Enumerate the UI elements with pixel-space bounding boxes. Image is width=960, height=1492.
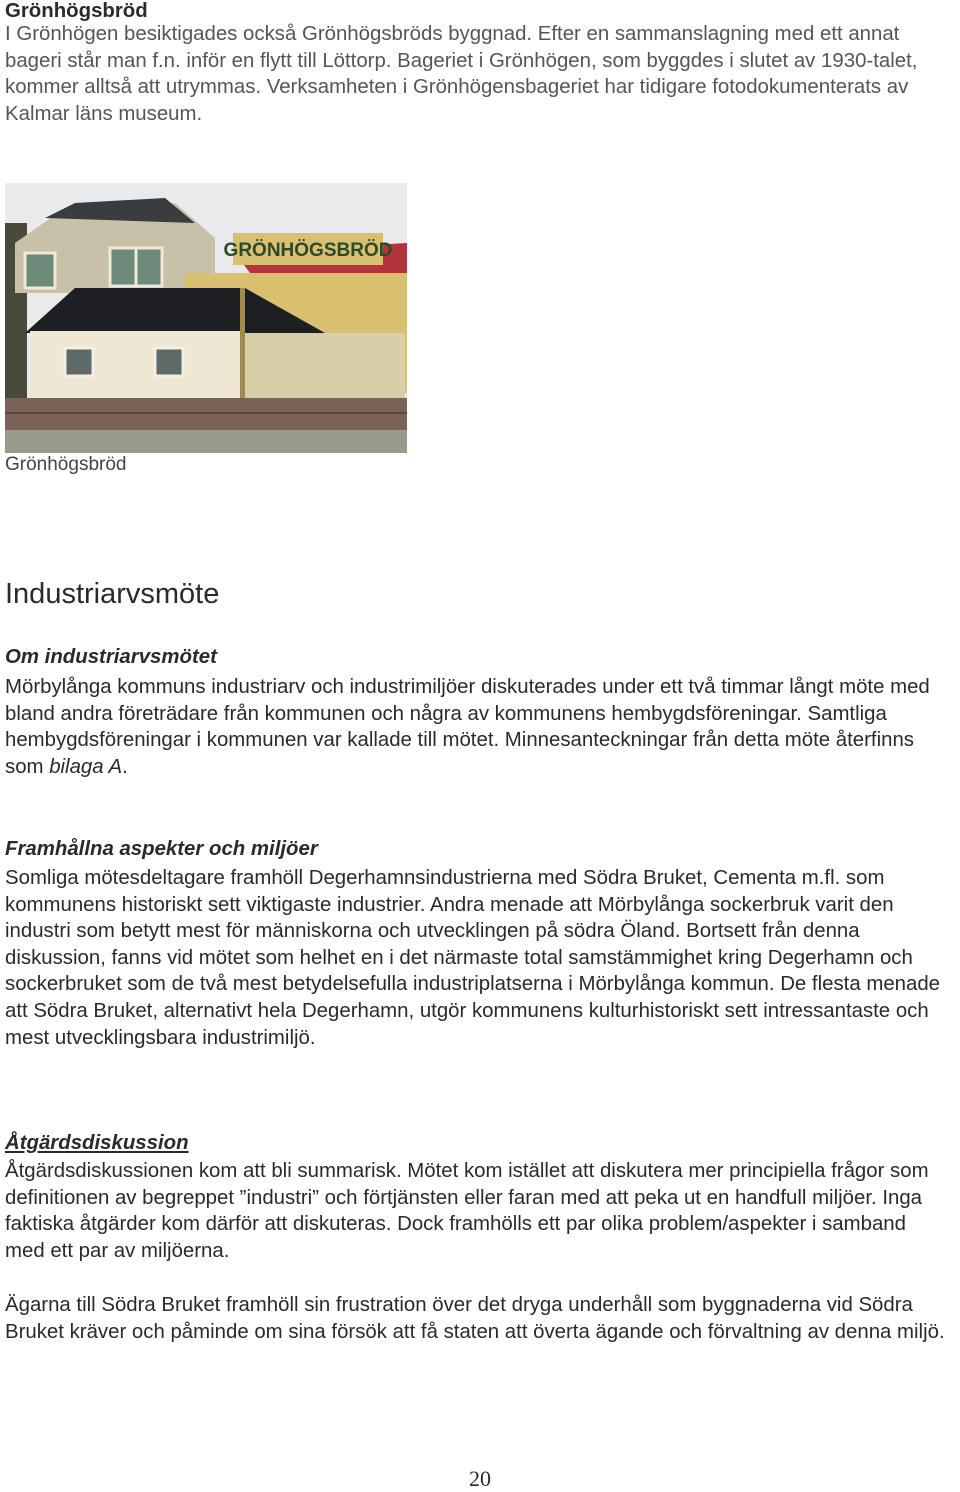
actions-heading: Åtgärdsdiskussion [5,1132,189,1154]
intro-heading: Grönhögsbröd [5,0,148,22]
about-text: Mörbylånga kommuns industriarv och industrimiljöer diskuterades under ett två timmar långt möte med bland andra företrädare från kommunen och några av kommunens hembygdsföreningar. Samtliga hembygdsföreningar i kommunen var kallade till mötet. Minnesanteckningar från detta möte återfinns som [5,676,930,778]
aspects-heading: Framhållna aspekter och miljöer [5,838,318,860]
page-number: 20 [469,1466,491,1491]
about-text-end: . [122,755,128,778]
aspects-paragraph: Somliga mötesdeltagare framhöll Degerhamnsindustrierna med Södra Bruket, Cementa m.fl. som kommunens historiskt sett viktigaste industrier. Andra menade att Mörbylånga sockerbruk varit den industri som betytt mest för människorna och utvecklingen på södra Öland. Bortsett från denna diskussion, fanns vid mötet som helhet en i det närmaste total samstämmighet kring Degerhamn och sockerbruket som de två mest betydelsefulla industriplatserna i Mörbylånga kommun. De flesta menade att Södra Bruket, alternativt hela Degerhamn, utgör kommunens kulturhistoriskt sett intressantaste och mest utvecklingsbara industrimiljö. [5,867,941,1049]
photo-caption: Grönhögsbröd [5,454,127,475]
intro-paragraph: I Grönhögen besiktigades också Grönhögsbröds byggnad. Efter en sammanslagning med ett annat bageri står man f.n. inför en flytt till Löttorp. Bageriet i Grönhögen, som byggdes i slutet av 1930-talet, kommer alltså att utrymmas. Verksamheten i Grönhögensbageriet har tidigare fotodokumenterats av Kalmar läns museum. [5,23,918,125]
actions-paragraph-1: Åtgärdsdiskussionen kom att bli summarisk. Mötet kom istället att diskutera mer principiella frågor som definitionen av begreppet ”industri” och förtjänsten eller faran med att peka ut en handfull miljöer. Inga faktiska åtgärder kom därför att diskuteras. Dock framhölls ett par olika problem/aspekter i samband med ett par av miljöerna. [5,1160,929,1262]
sign-text: GRÖNHÖGSBRÖD [223,240,393,261]
bakery-photo [5,183,407,453]
actions-paragraph-2: Ägarna till Södra Bruket framhöll sin frustration över det dryga underhåll som byggnaderna vid Södra Bruket kräver och påminde om sina försök att få staten att överta ägande och förvaltning av denna miljö. [5,1294,945,1343]
about-heading: Om industriarvsmötet [5,646,217,668]
about-appendix-ref: bilaga A [49,755,123,778]
section-title: Industriarvsmöte [5,578,220,610]
about-paragraph [5,674,950,780]
